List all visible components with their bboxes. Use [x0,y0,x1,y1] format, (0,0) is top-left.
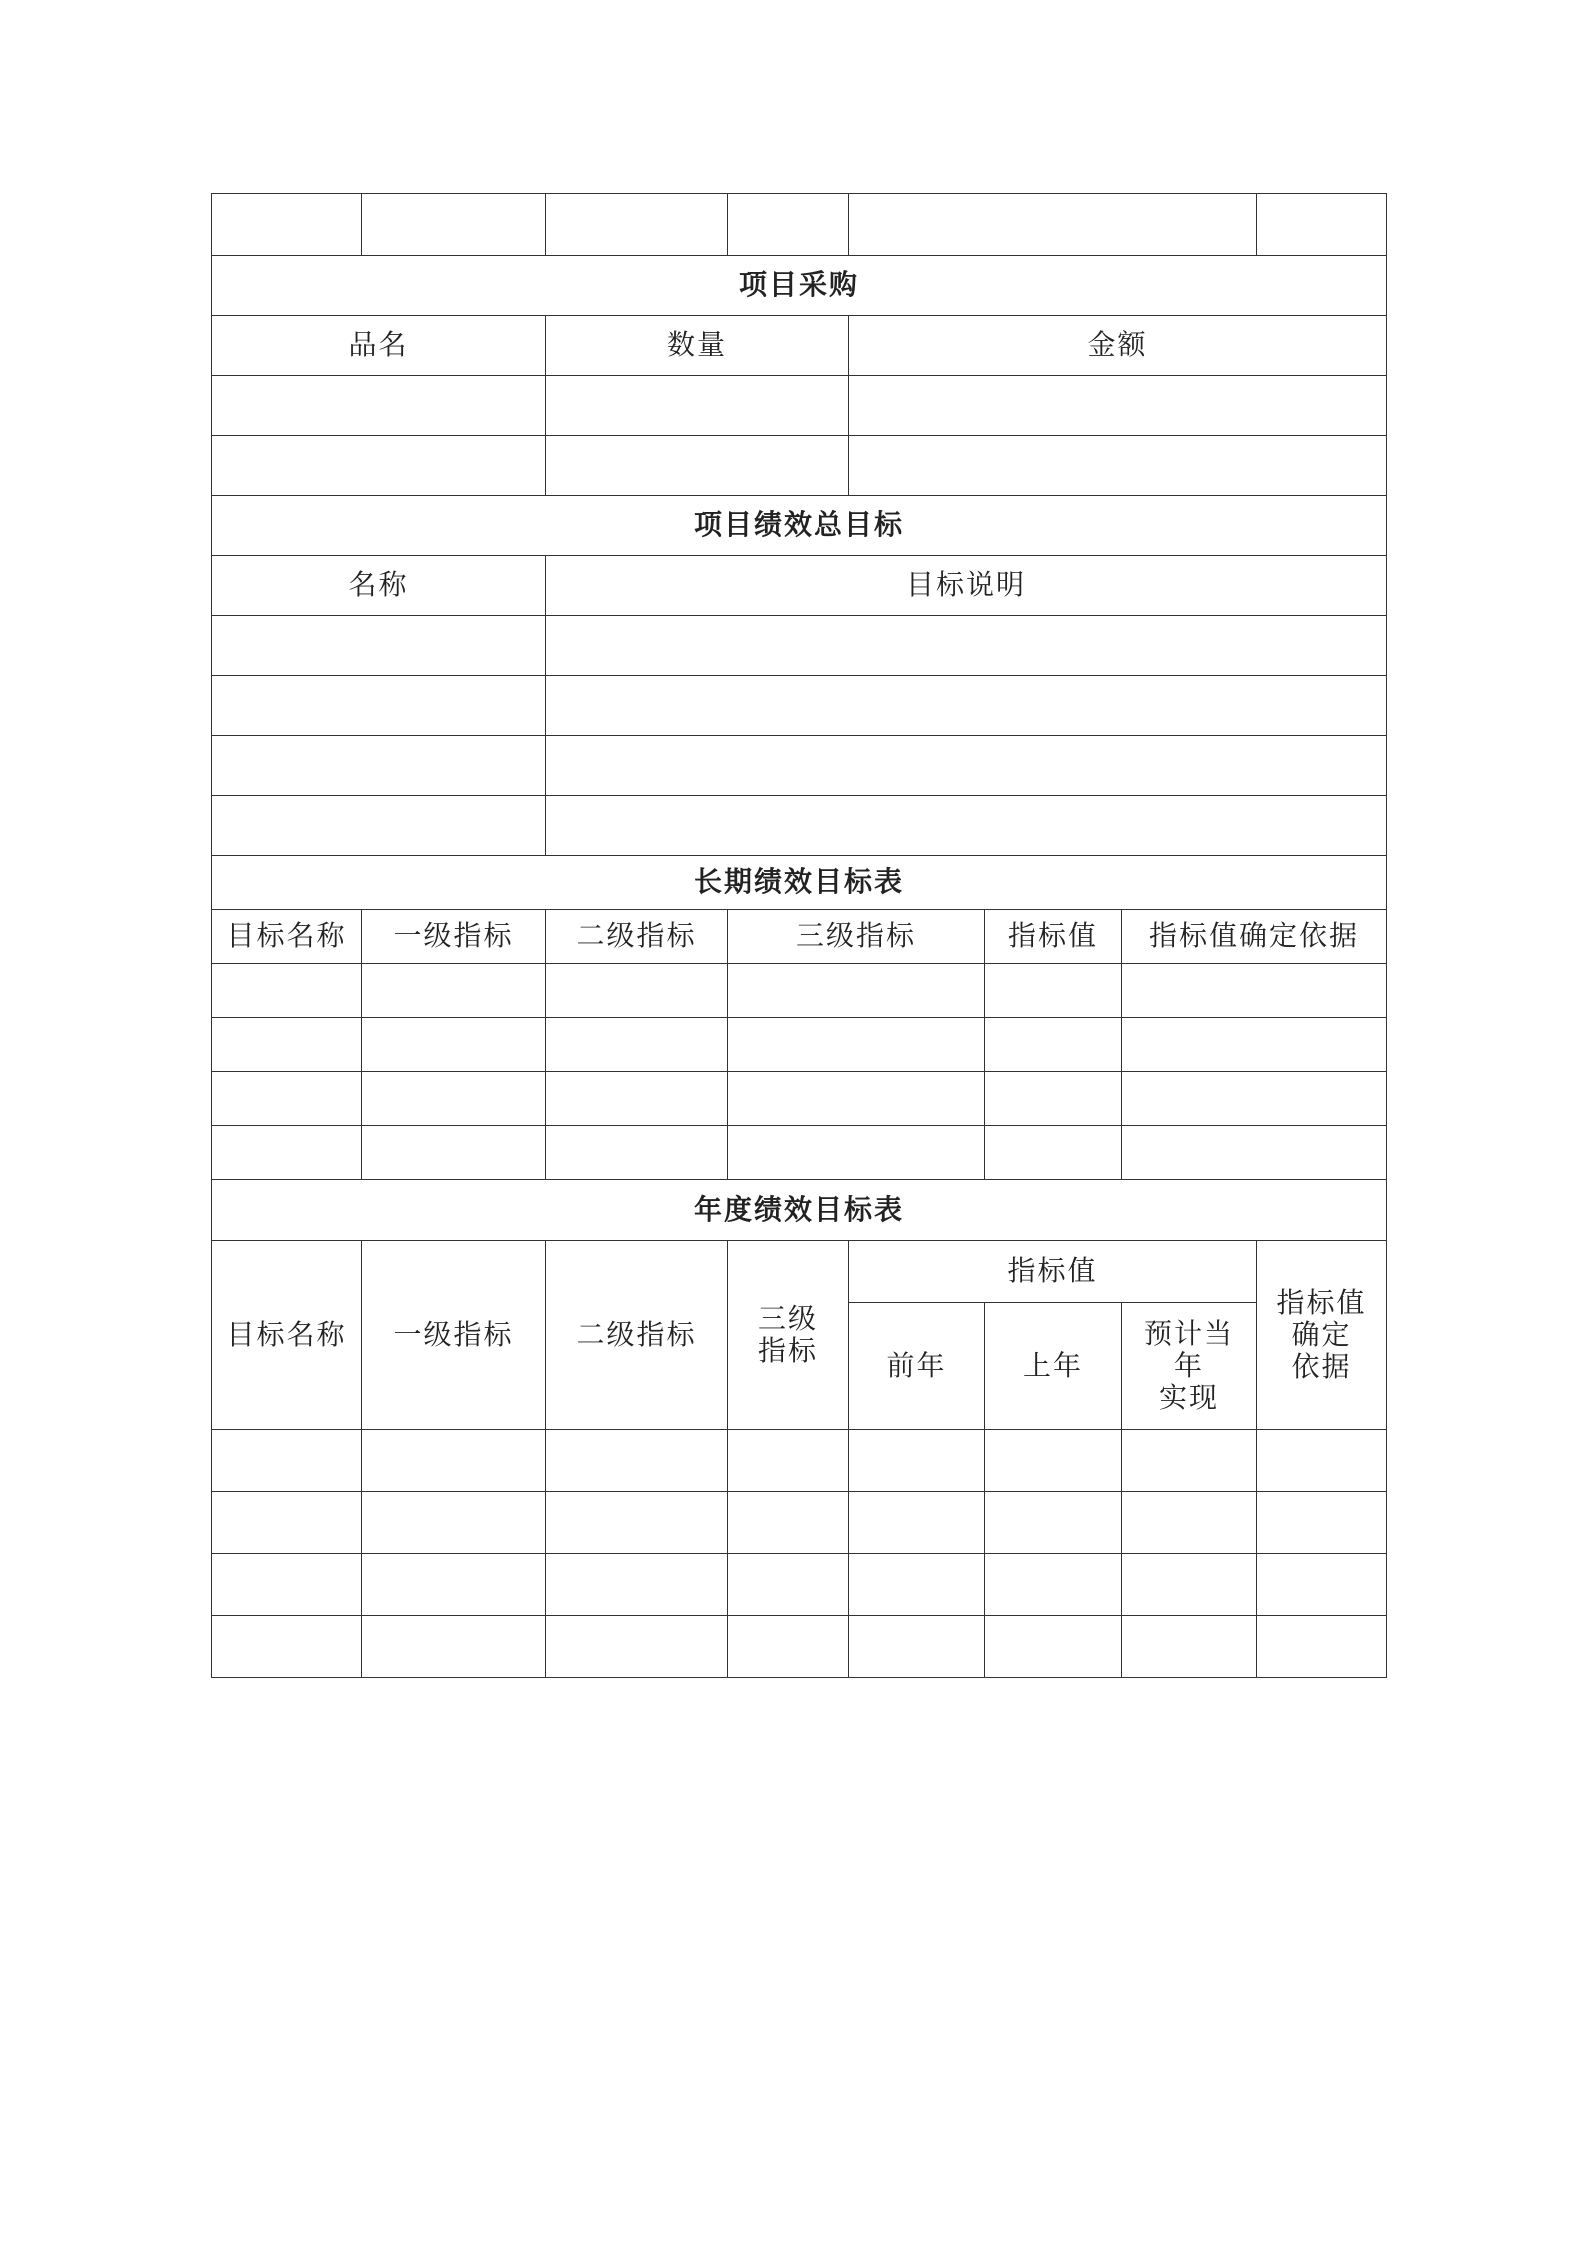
data-cell[interactable] [728,1018,985,1072]
data-cell[interactable] [362,1430,546,1492]
data-cell[interactable] [1122,1430,1257,1492]
data-cell[interactable] [362,1616,546,1678]
column-header-amount: 金额 [849,316,1387,376]
data-cell[interactable] [728,1430,849,1492]
data-cell[interactable] [362,1492,546,1554]
column-header-name: 名称 [212,556,546,616]
data-cell[interactable] [849,1554,985,1616]
data-cell[interactable] [546,1492,728,1554]
data-cell[interactable] [212,1430,362,1492]
goal-description-cell[interactable] [546,796,1387,856]
data-cell[interactable] [546,1430,728,1492]
overall-goal-row [212,736,1387,796]
annual-header-row-1 [212,1241,1387,1303]
data-cell[interactable] [212,1072,362,1126]
header-line: 确定 [1291,1317,1352,1351]
data-cell[interactable] [849,1430,985,1492]
data-cell[interactable] [546,1126,728,1180]
data-cell[interactable] [212,1492,362,1554]
column-header-level3-indicator: 三级指标 [728,910,985,964]
long-term-header-row [212,910,1387,964]
goal-description-cell[interactable] [546,736,1387,796]
data-cell[interactable] [728,1554,849,1616]
column-header-goal-name: 目标名称 [212,1241,362,1430]
procurement-row [212,436,1387,496]
data-cell[interactable] [728,1492,849,1554]
annual-row [212,1554,1387,1616]
annual-row [212,1616,1387,1678]
annual-row [212,1492,1387,1554]
header-line: 指标值 [1276,1285,1367,1319]
data-cell[interactable] [1122,1126,1387,1180]
overall-goal-header-row [212,556,1387,616]
data-cell[interactable] [985,1430,1122,1492]
column-header-level2-indicator: 二级指标 [546,1241,728,1430]
long-term-row [212,1018,1387,1072]
overall-goal-row [212,796,1387,856]
data-cell[interactable] [985,1072,1122,1126]
data-cell[interactable] [362,1126,546,1180]
data-cell[interactable] [362,1554,546,1616]
long-term-row [212,1126,1387,1180]
data-cell[interactable] [212,964,362,1018]
data-cell[interactable] [728,964,985,1018]
procurement-section-title: 项目采购 [212,256,1387,316]
data-cell[interactable] [1257,1616,1387,1678]
goal-name-cell[interactable] [212,736,546,796]
goal-description-cell[interactable] [546,616,1387,676]
column-header-last-year: 上年 [985,1303,1122,1430]
data-cell[interactable] [1122,1018,1387,1072]
data-cell[interactable] [546,1616,728,1678]
data-cell[interactable] [728,1072,985,1126]
data-cell[interactable] [362,964,546,1018]
quantity-cell[interactable] [546,376,849,436]
column-header-quantity: 数量 [546,316,849,376]
header-line: 三级 [757,1301,818,1335]
annual-section-title: 年度绩效目标表 [212,1180,1387,1241]
data-cell[interactable] [985,1616,1122,1678]
header-line: 年 [1174,1348,1205,1382]
top-blank-row [212,194,1387,256]
column-header-indicator-value: 指标值 [985,910,1122,964]
column-header-level3-indicator [728,1241,849,1430]
blank-cell[interactable] [728,194,849,256]
data-cell[interactable] [1122,1616,1257,1678]
item-name-cell[interactable] [212,376,546,436]
procurement-header-row [212,316,1387,376]
data-cell[interactable] [985,1492,1122,1554]
quantity-cell[interactable] [546,436,849,496]
data-cell[interactable] [849,1492,985,1554]
amount-cell[interactable] [849,436,1387,496]
data-cell[interactable] [985,1018,1122,1072]
data-cell[interactable] [212,1554,362,1616]
data-cell[interactable] [849,1616,985,1678]
data-cell[interactable] [1122,964,1387,1018]
annual-row [212,1430,1387,1492]
blank-cell[interactable] [1257,194,1387,256]
data-cell[interactable] [362,1072,546,1126]
procurement-row [212,376,1387,436]
column-header-goal-description: 目标说明 [546,556,1387,616]
column-header-level2-indicator: 二级指标 [546,910,728,964]
data-cell[interactable] [546,1072,728,1126]
header-line: 指标 [757,1334,818,1367]
blank-cell[interactable] [546,194,728,256]
overall-goal-section-title: 项目绩效总目标 [212,496,1387,556]
column-header-level1-indicator: 一级指标 [362,910,546,964]
column-header-value-basis [1257,1241,1387,1430]
column-header-level1-indicator: 一级指标 [362,1241,546,1430]
header-line: 预计当 [1144,1316,1235,1350]
column-header-expected-this-year [1122,1303,1257,1430]
goal-name-cell[interactable] [212,616,546,676]
column-header-goal-name: 目标名称 [212,910,362,964]
data-cell[interactable] [1257,1492,1387,1554]
data-cell[interactable] [212,1126,362,1180]
blank-cell[interactable] [212,194,362,256]
data-cell[interactable] [985,1554,1122,1616]
data-cell[interactable] [1257,1554,1387,1616]
blank-cell[interactable] [849,194,1257,256]
data-cell[interactable] [362,1018,546,1072]
goal-name-cell[interactable] [212,676,546,736]
data-cell[interactable] [985,964,1122,1018]
blank-cell[interactable] [362,194,546,256]
data-cell[interactable] [1257,1430,1387,1492]
column-header-indicator-value: 指标值 [849,1241,1257,1303]
data-cell[interactable] [728,1126,985,1180]
data-cell[interactable] [1122,1072,1387,1126]
goal-name-cell[interactable] [212,796,546,856]
data-cell[interactable] [212,1616,362,1678]
long-term-row [212,964,1387,1018]
data-cell[interactable] [1122,1492,1257,1554]
overall-goal-row [212,676,1387,736]
data-cell[interactable] [985,1126,1122,1180]
amount-cell[interactable] [849,376,1387,436]
header-line: 依据 [1291,1350,1352,1384]
column-header-item-name: 品名 [212,316,546,376]
data-cell[interactable] [212,1018,362,1072]
header-line: 实现 [1159,1381,1220,1415]
column-header-value-basis: 指标值确定依据 [1122,910,1387,964]
data-cell[interactable] [546,1018,728,1072]
goal-description-cell[interactable] [546,676,1387,736]
overall-goal-row [212,616,1387,676]
column-header-prev-year: 前年 [849,1303,985,1430]
item-name-cell[interactable] [212,436,546,496]
data-cell[interactable] [728,1616,849,1678]
data-cell[interactable] [546,964,728,1018]
performance-goal-form [211,193,1387,1678]
data-cell[interactable] [1122,1554,1257,1616]
long-term-row [212,1072,1387,1126]
data-cell[interactable] [546,1554,728,1616]
long-term-section-title: 长期绩效目标表 [212,856,1387,910]
